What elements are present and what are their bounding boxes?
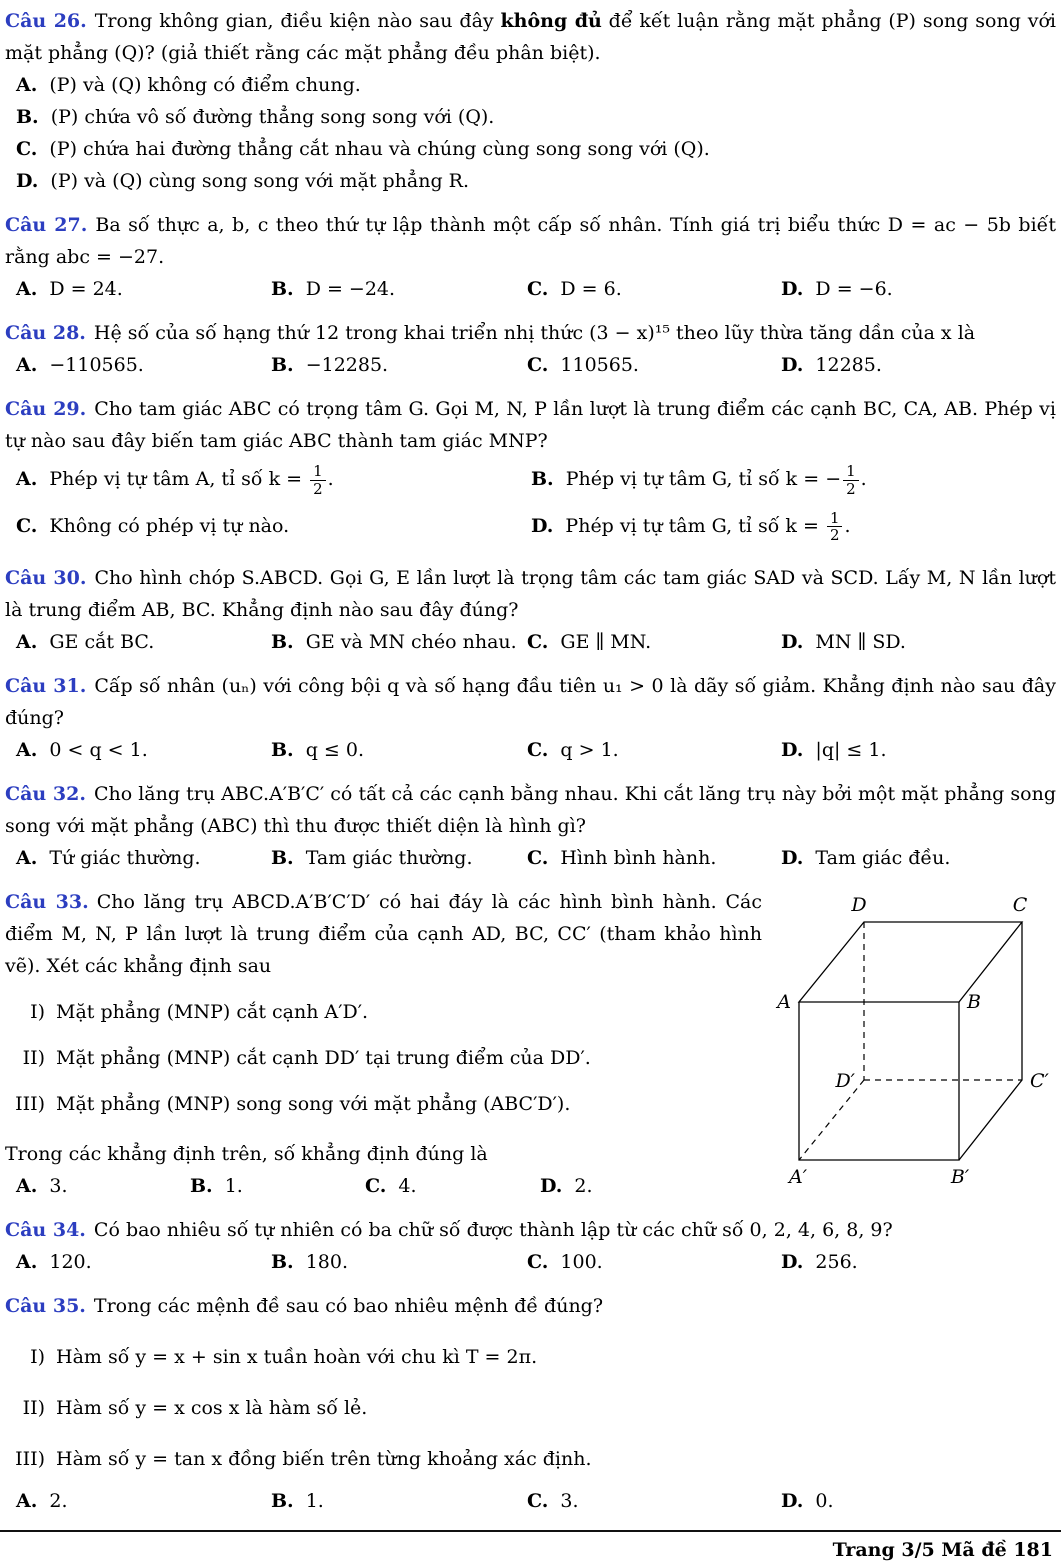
question-35-statements <box>5 1341 1056 1475</box>
option-label: C. <box>365 1175 387 1198</box>
option-text: D = 24. <box>49 278 123 300</box>
statement-marker: III) <box>15 1448 45 1471</box>
option-text: 110565. <box>560 354 639 376</box>
option-label: C. <box>527 1251 549 1274</box>
vertex-label-B-prime: B′ <box>950 1166 970 1189</box>
question-27-stem <box>5 209 1056 273</box>
fraction-numerator: 1 <box>846 462 856 480</box>
option-label: C. <box>527 739 549 762</box>
vertex-labels <box>775 894 1049 1188</box>
question-34-options <box>16 1246 1056 1278</box>
stem-bold-text: không đủ <box>500 10 602 32</box>
fraction-denominator: 2 <box>310 480 326 498</box>
statement-text: Mặt phẳng (MNP) cắt cạnh A′D′. <box>56 1001 369 1024</box>
option-text: 120. <box>49 1251 92 1274</box>
option-34-A <box>16 1246 271 1278</box>
option-35-C <box>527 1485 781 1517</box>
stem-text: Ba số thực a, b, c theo thứ tự lập thành một cấp số nhân. Tính giá trị biểu thức D = ac − 5b biết rằng abc = −27. <box>5 214 1056 268</box>
option-label: C. <box>527 278 549 300</box>
question-28 <box>5 317 1056 381</box>
option-31-A <box>16 734 271 766</box>
option-33-A <box>16 1170 190 1202</box>
fraction-numerator: 1 <box>829 508 840 527</box>
statement-item-1 <box>5 1341 1056 1373</box>
option-34-D <box>781 1246 1056 1278</box>
question-31-options <box>16 734 1056 766</box>
option-label: B. <box>271 278 294 300</box>
option-text: Tam giác đều. <box>815 847 951 870</box>
statement-text: Mặt phẳng (MNP) cắt cạnh DD′ tại trung điểm của DD′. <box>56 1047 591 1070</box>
option-35-D <box>781 1485 1056 1517</box>
statement-marker: II) <box>22 1047 45 1070</box>
option-text: 3. <box>560 1490 579 1513</box>
option-31-C <box>527 734 781 766</box>
question-31-stem <box>5 670 1056 734</box>
question-33-label: Câu 33. <box>5 891 89 914</box>
option-text: D = −24. <box>305 278 396 300</box>
option-31-D <box>781 734 1056 766</box>
option-text: (P) và (Q) không có điểm chung. <box>49 74 361 96</box>
option-text: Tứ giác thường. <box>49 847 201 870</box>
option-text: 0. <box>815 1490 834 1513</box>
fraction-numerator: 1 <box>313 462 323 480</box>
question-35-stem <box>5 1290 1056 1322</box>
option-text <box>565 508 851 545</box>
stem-text: Cho hình chóp S.ABCD. Gọi G, E lần lượt là trọng tâm các tam giác SAD và SCD. Lấy M, N lần lượt là trung điểm AB, BC. Khẳng định nào sau đây đúng? <box>5 567 1056 622</box>
option-label: A. <box>16 1175 38 1198</box>
question-30-stem <box>5 562 1056 626</box>
option-label: D. <box>781 739 804 762</box>
option-35-B <box>271 1485 527 1517</box>
option-label: B. <box>271 1490 294 1513</box>
option-text: 256. <box>815 1251 858 1274</box>
option-text: |q| ≤ 1. <box>815 739 887 762</box>
option-label: D. <box>781 354 804 376</box>
option-label: C. <box>527 1490 549 1513</box>
question-34-label: Câu 34. <box>5 1219 86 1242</box>
question-29-stem <box>5 393 1056 457</box>
question-31-label: Câu 31. <box>5 675 87 698</box>
vertex-label-D-prime: D′ <box>835 1070 855 1093</box>
stem-text: Cho lăng trụ ABCD.A′B′C′D′ có hai đáy là các hình bình hành. Các điểm M, N, P lần lượt là trung điểm của cạnh AD, BC, CC′ (tham khảo hình vẽ). Xét các khẳng định sau <box>5 891 762 978</box>
option-text: D = −6. <box>815 278 893 300</box>
question-35-options <box>16 1485 1056 1517</box>
option-text: Tam giác thường. <box>305 847 473 870</box>
statement-item-3 <box>5 1443 1056 1475</box>
option-text-post: . <box>844 514 851 537</box>
option-text: 12285. <box>815 354 882 376</box>
question-29-label: Câu 29. <box>5 398 87 420</box>
option-32-A <box>16 842 271 874</box>
option-27-C <box>527 273 781 305</box>
option-text-pre: Phép vị tự tâm G, tỉ số k = − <box>565 468 842 491</box>
option-text: MN ∥ SD. <box>815 631 906 654</box>
question-33-closing: Trong các khẳng định trên, số khẳng định đúng là <box>5 1143 488 1166</box>
option-text: Hình bình hành. <box>560 847 717 870</box>
question-26 <box>5 5 1056 197</box>
option-text: q > 1. <box>560 739 619 762</box>
option-label: D. <box>540 1175 563 1198</box>
question-33-options <box>16 1170 762 1202</box>
option-text: 3. <box>49 1175 68 1198</box>
option-31-B <box>271 734 527 766</box>
stem-text: Hệ số của số hạng thứ 12 trong khai triển nhị thức (3 − x)¹⁵ theo lũy thừa tăng dần của x là <box>93 322 976 344</box>
option-label: A. <box>16 631 38 654</box>
option-text-post: . <box>860 468 867 491</box>
option-35-A <box>16 1485 271 1517</box>
option-label: A. <box>16 278 38 300</box>
option-label: A. <box>16 468 38 491</box>
option-34-C <box>527 1246 781 1278</box>
page-footer <box>0 1530 1061 1566</box>
question-28-label: Câu 28. <box>5 322 86 344</box>
option-29-D <box>531 504 1056 551</box>
fraction <box>310 463 326 498</box>
option-label: A. <box>16 1251 38 1274</box>
question-27-options <box>16 273 1056 305</box>
option-label: C. <box>16 138 38 160</box>
option-text: 2. <box>49 1490 68 1513</box>
option-text: 2. <box>574 1175 593 1198</box>
option-30-B <box>271 626 527 658</box>
option-26-D <box>16 165 1056 197</box>
option-text: (P) chứa vô số đường thẳng song song với (Q). <box>50 106 495 128</box>
page-footer-text: Trang 3/5 Mã đề 181 <box>832 1539 1053 1561</box>
option-label: B. <box>16 106 39 128</box>
option-text: 1. <box>224 1175 243 1198</box>
statement-item-2 <box>5 1392 1056 1424</box>
question-26-label: Câu 26. <box>5 10 87 32</box>
stem-text: Cho tam giác ABC có trọng tâm G. Gọi M, N, P lần lượt là trung điểm các cạnh BC, CA, AB. Phép vị tự nào sau đây biến tam giác ABC thành tam giác MNP? <box>5 398 1056 452</box>
option-text: −110565. <box>49 354 144 376</box>
option-text: GE ∥ MN. <box>560 631 652 654</box>
question-30-label: Câu 30. <box>5 567 87 590</box>
fraction-denominator: 2 <box>827 526 843 544</box>
option-30-C <box>527 626 781 658</box>
vertex-label-A: A <box>777 991 791 1014</box>
option-28-B <box>271 349 527 381</box>
question-27-label: Câu 27. <box>5 214 88 236</box>
option-text <box>565 462 867 498</box>
statement-marker: I) <box>30 1001 45 1024</box>
option-label: D. <box>531 514 554 537</box>
option-label: B. <box>531 468 554 491</box>
stem-text: Trong các mệnh đề sau có bao nhiêu mệnh đề đúng? <box>93 1295 604 1318</box>
option-text: GE và MN chéo nhau. <box>305 631 517 654</box>
question-32-options <box>16 842 1056 874</box>
question-30-options <box>16 626 1056 658</box>
fraction <box>843 463 859 498</box>
option-27-B <box>271 273 527 305</box>
question-26-options <box>16 69 1056 197</box>
option-text: −12285. <box>305 354 389 376</box>
vertex-label-B: B <box>967 991 981 1014</box>
statement-marker: III) <box>15 1093 45 1116</box>
fraction <box>827 510 843 545</box>
fraction-denominator: 2 <box>843 480 859 498</box>
option-label: D. <box>781 278 804 300</box>
option-29-C <box>16 504 531 551</box>
option-label: A. <box>16 1490 38 1513</box>
option-label: C. <box>527 847 549 870</box>
solid-edges <box>799 922 1022 1160</box>
statement-marker: II) <box>22 1397 45 1420</box>
option-label: B. <box>271 1251 294 1274</box>
question-33 <box>5 886 1056 1202</box>
option-32-C <box>527 842 781 874</box>
option-label: D. <box>781 1251 804 1274</box>
question-29 <box>5 393 1056 550</box>
option-33-D <box>540 1170 762 1202</box>
vertex-label-C-prime: C′ <box>1030 1070 1049 1093</box>
question-35-label: Câu 35. <box>5 1295 86 1318</box>
question-28-options <box>16 349 1056 381</box>
option-34-B <box>271 1246 527 1278</box>
option-26-B <box>16 101 1056 133</box>
stem-text: Trong không gian, điều kiện nào sau đây <box>94 10 501 32</box>
option-text: 4. <box>398 1175 417 1198</box>
option-label: C. <box>16 514 38 537</box>
option-label: C. <box>527 631 549 654</box>
stem-text: Có bao nhiêu số tự nhiên có ba chữ số được thành lập từ các chữ số 0, 2, 4, 6, 8, 9? <box>93 1219 893 1242</box>
option-label: B. <box>271 739 294 762</box>
option-27-D <box>781 273 1056 305</box>
option-label: D. <box>781 847 804 870</box>
option-text: 1. <box>305 1490 324 1513</box>
option-text: 100. <box>560 1251 603 1274</box>
option-text: Không có phép vị tự nào. <box>49 514 290 537</box>
option-text: q ≤ 0. <box>305 739 364 762</box>
statement-text: Mặt phẳng (MNP) song song với mặt phẳng (ABC′D′). <box>56 1093 571 1116</box>
vertex-label-A-prime: A′ <box>788 1166 808 1189</box>
option-32-B <box>271 842 527 874</box>
stem-text: Cấp số nhân (uₙ) với công bội q và số hạng đầu tiên u₁ > 0 là dãy số giảm. Khẳng định nào sau đây đúng? <box>5 675 1056 730</box>
option-label: C. <box>527 354 549 376</box>
question-28-stem <box>5 317 1056 349</box>
option-label: A. <box>16 847 38 870</box>
option-30-D <box>781 626 1056 658</box>
option-label: A. <box>16 354 38 376</box>
option-32-D <box>781 842 1056 874</box>
option-text: 180. <box>305 1251 348 1274</box>
question-26-stem <box>5 5 1056 69</box>
option-28-C <box>527 349 781 381</box>
option-label: B. <box>271 847 294 870</box>
question-35 <box>5 1290 1056 1517</box>
option-label: A. <box>16 739 38 762</box>
stem-text: để kết luận rằng mặt phẳng (P) song song với mặt phẳng (Q)? (giả thiết rằng các mặt phẳng đều phân biệt). <box>5 10 1056 64</box>
question-27 <box>5 209 1056 305</box>
option-text-pre: Phép vị tự tâm G, tỉ số k = <box>565 514 825 537</box>
question-29-options <box>16 457 1056 550</box>
option-text: (P) chứa hai đường thẳng cắt nhau và chúng cùng song song với (Q). <box>49 138 710 160</box>
stem-text: Cho lăng trụ ABC.A′B′C′ có tất cả các cạnh bằng nhau. Khi cắt lăng trụ này bởi một mặt phẳng song song với mặt phẳng (ABC) thì thu được thiết diện là hình gì? <box>5 783 1056 838</box>
option-label: B. <box>190 1175 213 1198</box>
statement-text: Hàm số y = x + sin x tuần hoàn với chu kì T = 2π. <box>56 1346 538 1369</box>
option-text: 0 < q < 1. <box>49 739 148 762</box>
option-28-D <box>781 349 1056 381</box>
option-30-A <box>16 626 271 658</box>
statement-text: Hàm số y = x cos x là hàm số lẻ. <box>56 1397 368 1420</box>
option-29-B <box>531 457 1056 504</box>
option-label: D. <box>781 1490 804 1513</box>
option-27-A <box>16 273 271 305</box>
option-label: B. <box>271 631 294 654</box>
question-32 <box>5 778 1056 874</box>
option-29-A <box>16 457 531 504</box>
option-label: D. <box>781 631 804 654</box>
vertex-label-C: C <box>1012 894 1028 917</box>
option-text: (P) và (Q) cùng song song với mặt phẳng R. <box>50 170 470 192</box>
option-label: B. <box>271 354 294 376</box>
option-33-B <box>190 1170 365 1202</box>
option-label: A. <box>16 74 38 96</box>
question-30 <box>5 562 1056 658</box>
question-31 <box>5 670 1056 766</box>
question-32-stem <box>5 778 1056 842</box>
question-32-label: Câu 32. <box>5 783 86 806</box>
option-text: D = 6. <box>560 278 622 300</box>
vertex-label-D: D <box>851 894 867 917</box>
hidden-edges <box>799 922 1022 1160</box>
option-label: D. <box>16 170 39 192</box>
option-text-post: . <box>327 468 334 491</box>
option-text: GE cắt BC. <box>49 631 155 654</box>
option-28-A <box>16 349 271 381</box>
option-text <box>49 462 334 498</box>
option-26-A <box>16 69 1056 101</box>
question-34-stem <box>5 1214 1056 1246</box>
parallelepiped-figure <box>774 890 1050 1190</box>
option-33-C <box>365 1170 540 1202</box>
statement-text: Hàm số y = tan x đồng biến trên từng khoảng xác định. <box>56 1448 592 1471</box>
option-26-C <box>16 133 1056 165</box>
option-text-pre: Phép vị tự tâm A, tỉ số k = <box>49 468 309 491</box>
statement-marker: I) <box>30 1346 45 1369</box>
question-34 <box>5 1214 1056 1278</box>
